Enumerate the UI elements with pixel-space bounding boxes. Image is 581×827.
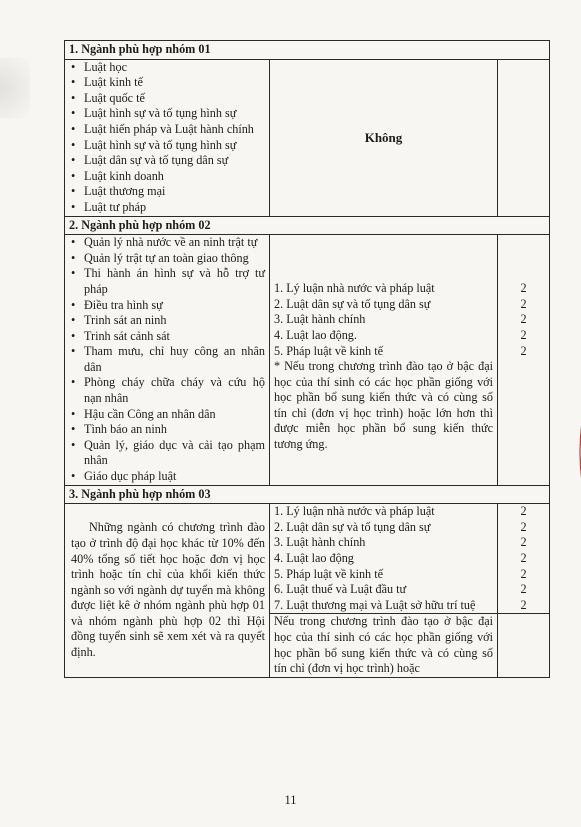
section2-majors-cell (65, 235, 270, 486)
section3-note: Nếu trong chương trình đào tạo ở bậc đại học của thí sinh có các học phần giống với học phần bổ sung kiến thức và có cùng số tín chỉ (đơn vị học trình) hoặc (270, 614, 498, 677)
credit-value: 2 (520, 296, 527, 311)
section2-credit-list (502, 281, 545, 359)
major-item: • Thi hành án hình sự và hỗ trợ tư pháp (69, 266, 265, 297)
section3-courses-row (65, 504, 550, 614)
course-item: 7. Luật thương mại và Luật sở hữu trí tuệ (274, 597, 476, 612)
section2-header-row (65, 216, 550, 235)
credit-value: 2 (520, 582, 527, 597)
major-item: • Luật dân sự và tố tụng dân sự (69, 153, 265, 169)
course-item: 3. Luật hành chính (274, 312, 366, 327)
section3-header-row (65, 485, 550, 504)
credit-value: 2 (520, 281, 527, 296)
credit-value: 2 (520, 597, 527, 612)
section2-credits-cell (498, 235, 550, 486)
course-item: 4. Luật lao động (274, 551, 354, 565)
scan-shadow (0, 58, 30, 118)
credit-value: 2 (520, 312, 527, 327)
major-item: • Luật quốc tế (69, 91, 265, 107)
major-item: • Luật hình sự và tố tụng hình sự (69, 138, 265, 154)
section3-description: Những ngành có chương trình đào tạo ở trình độ đại học khác từ 10% đến 40% tổng số tiết học hoặc đơn vị học trình hoặc tín chỉ của khối kiến thức ngành so với ngành dự tuyển mà không được liệt kê ở nhóm ngành phù hợp 01 và nhóm ngành phù hợp 02 thì Hội đồng tuyển sinh sẽ xem xét và ra quyết định. (71, 520, 265, 660)
major-item: • Trinh sát cảnh sát (69, 329, 265, 345)
section1-credits-cell (498, 59, 550, 216)
major-item: • Luật hình sự và tố tụng hình sự (69, 106, 265, 122)
page-number: 11 (284, 793, 297, 807)
course-item: 5. Pháp luật về kinh tế (274, 343, 383, 358)
course-item: 1. Lý luận nhà nước và pháp luật (274, 281, 435, 296)
credit-value: 2 (520, 504, 527, 519)
course-item: 6. Luật thuế và Luật đầu tư (274, 582, 407, 597)
major-item: • Luật học (69, 60, 265, 76)
section3-description-cell (65, 504, 270, 678)
major-item: • Luật kinh doanh (69, 169, 265, 185)
major-groups-table (64, 40, 550, 678)
red-stamp-edge (569, 392, 581, 512)
credit-value: 2 (520, 519, 527, 534)
major-item: • Giáo dục pháp luật (69, 469, 265, 485)
section2-heading: 2. Ngành phù hợp nhóm 02 (65, 216, 550, 235)
major-item: • Luật thương mại (69, 184, 265, 200)
course-item: 1. Lý luận nhà nước và pháp luật (274, 504, 435, 519)
section2-major-list (69, 235, 265, 485)
course-item: 2. Luật dân sự và tố tụng dân sự (274, 296, 431, 311)
major-item: • Quản lý nhà nước về an ninh trật tự (69, 235, 265, 251)
section2-note: * Nếu trong chương trình đào tạo ở bậc đại học của thí sinh có các học phần giống với học phần bổ sung kiến thức và có cùng số tín chỉ (đơn vị học trình) hoặc lớn hơn thì được miễn học phần bổ sung kiến thức tương ứng. (274, 359, 493, 452)
section3-heading: 3. Ngành phù hợp nhóm 03 (65, 485, 550, 504)
major-item: • Luật kinh tế (69, 75, 265, 91)
section1-major-list (69, 60, 265, 216)
credit-value: 2 (520, 551, 527, 565)
section1-supplement: Không (270, 59, 498, 216)
section3-credits-cell (498, 504, 550, 614)
major-item: • Tham mưu, chỉ huy công an nhân dân (69, 344, 265, 375)
major-item: • Điều tra hình sự (69, 298, 265, 314)
section2-course-list (274, 281, 493, 359)
major-item: • Luật tư pháp (69, 200, 265, 216)
section1-row (65, 59, 550, 216)
section3-courses-cell (270, 504, 498, 614)
major-item: • Trinh sát an ninh (69, 313, 265, 329)
course-item: 4. Luật lao động. (274, 327, 357, 342)
major-item: • Quản lý trật tự an toàn giao thông (69, 251, 265, 267)
section1-majors-cell (65, 59, 270, 216)
section1-header-row (65, 41, 550, 60)
major-item: • Tình báo an ninh (69, 422, 265, 438)
major-item: • Phòng cháy chữa cháy và cứu hộ nạn nhân (69, 375, 265, 406)
section2-row (65, 235, 550, 486)
credit-value: 2 (520, 535, 527, 550)
major-item: • Luật hiến pháp và Luật hành chính (69, 122, 265, 138)
course-item: 2. Luật dân sự và tố tụng dân sự (274, 519, 431, 534)
major-item: • Hậu cần Công an nhân dân (69, 407, 265, 423)
credit-value: 2 (520, 343, 527, 358)
section2-courses-cell (270, 235, 498, 486)
course-item: 5. Pháp luật về kinh tế (274, 566, 383, 581)
credit-value: 2 (520, 327, 527, 342)
major-item: • Quản lý, giáo dục và cải tạo phạm nhân (69, 438, 265, 469)
section1-heading: 1. Ngành phù hợp nhóm 01 (65, 41, 550, 60)
course-item: 3. Luật hành chính (274, 535, 366, 550)
section3-note-credits-cell (498, 614, 550, 677)
section3-course-list (274, 504, 493, 613)
section3-credit-list (502, 504, 545, 613)
credit-value: 2 (520, 566, 527, 581)
